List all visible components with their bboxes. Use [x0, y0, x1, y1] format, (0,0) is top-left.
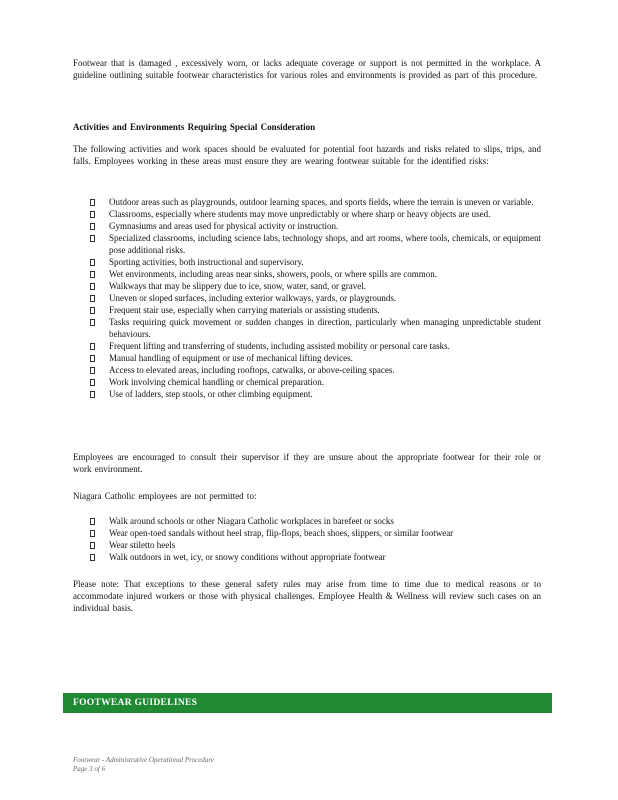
note-block [73, 579, 541, 615]
bullet-icon [90, 379, 95, 386]
activity-item-text: Access to elevated areas, including rooftops, catwalks, or above-ceiling spaces. [109, 364, 395, 375]
activity-item-text: Outdoor areas such as playgrounds, outdoor learning spaces, and sports fields, where the terrain is uneven or variable. [109, 197, 534, 207]
section-title-bar [63, 693, 552, 713]
activity-item-text: Frequent stair use, especially when carrying materials or assisting students. [109, 304, 380, 315]
activity-item-text: Tasks requiring quick movement or sudden changes in direction, particularly when managing unpredictable student behaviours. [109, 316, 541, 339]
bullet-icon [90, 391, 95, 398]
not-permitted-item [73, 528, 541, 540]
activity-item [73, 377, 541, 389]
activity-item [73, 317, 541, 341]
bullet-icon [90, 235, 95, 242]
bullet-icon [90, 271, 95, 278]
bullet-icon [90, 295, 95, 302]
not-permitted-intro: Niagara Catholic employees are not permitted to: [73, 491, 257, 501]
activity-item [73, 353, 541, 365]
bullet-icon [90, 223, 95, 230]
not-permitted-item [73, 516, 541, 528]
activity-item [73, 365, 541, 377]
footer-page-number: Page 3 of 6 [73, 765, 106, 774]
activity-item [73, 305, 541, 317]
section-intro: The following activities and work spaces should be evaluated for potential foot hazards and risks related to slips, trips, and falls. Employees working in these areas must ensure they are wearing footwear suitable for the identified risks: [73, 143, 541, 166]
activities-list [73, 197, 541, 400]
activity-item [73, 389, 541, 401]
footer-document-title: Footwear - Administrative Operational Procedure [73, 756, 214, 764]
activities-list-block [73, 197, 541, 400]
bullet-icon [90, 307, 95, 314]
not-permitted-list-block [73, 516, 541, 564]
activity-item [73, 233, 541, 257]
bullet-icon [90, 259, 95, 266]
bullet-icon [90, 343, 95, 350]
activity-item [73, 209, 541, 221]
intro-block [73, 58, 541, 82]
bullet-icon [90, 283, 95, 290]
activity-item-text: Walkways that may be slippery due to ice, snow, water, sand, or gravel. [109, 280, 367, 291]
activity-item [73, 197, 541, 209]
note-paragraph: Please note: That exceptions to these general safety rules may arise from time to time due to medical reasons or to accommodate injured workers or those with physical challenges. Employee Health & Wellness will review such cases on an individual basis. [73, 579, 541, 613]
bullet-icon [90, 518, 95, 525]
bullet-icon [90, 542, 95, 549]
activity-item [73, 221, 541, 233]
activity-item-text: Wet environments, including areas near sinks, showers, pools, or where spills are common. [109, 268, 437, 279]
section-title-bar-text: FOOTWEAR GUIDELINES [73, 698, 198, 708]
activity-item-text: Work involving chemical handling or chemical preparation. [109, 376, 324, 387]
bullet-icon [90, 199, 95, 206]
bullet-icon [90, 355, 95, 362]
not-permitted-list [73, 516, 541, 564]
not-permitted-item-text: Walk around schools or other Niagara Catholic workplaces in barefeet or socks [109, 516, 394, 526]
activity-item-text: Frequent lifting and transferring of students, including assisted mobility or personal care tasks. [109, 340, 450, 351]
encourage-paragraph: Employees are encouraged to consult their supervisor if they are unsure about the appropriate footwear for their role or work environment. [73, 452, 541, 474]
activity-item [73, 341, 541, 353]
activity-item [73, 269, 541, 281]
encourage-block [73, 452, 541, 476]
not-permitted-item [73, 552, 541, 564]
not-permitted-block [73, 491, 541, 503]
activity-item-text: Use of ladders, step stools, or other climbing equipment. [109, 388, 313, 399]
bullet-icon [90, 554, 95, 561]
activity-item-text: Classrooms, especially where students may move unpredictably or where sharp or heavy objects are used. [109, 208, 491, 219]
intro-paragraph: Footwear that is damaged , excessively worn, or lacks adequate coverage or support is not permitted in the workplace. A guideline outlining suitable footwear characteristics for various roles and environments is provided as part of this procedure. [73, 58, 541, 80]
not-permitted-item-text: Walk outdoors in wet, icy, or snowy conditions without appropriate footwear [109, 551, 386, 562]
activities-section [73, 122, 541, 168]
bullet-icon [90, 319, 95, 326]
not-permitted-item [73, 540, 541, 552]
page-footer [73, 756, 214, 775]
not-permitted-item-text: Wear stiletto heels [109, 539, 176, 550]
section-heading: Activities and Environments Requiring Special Consideration [73, 122, 316, 132]
bullet-icon [90, 530, 95, 537]
activity-item [73, 257, 541, 269]
bullet-icon [90, 211, 95, 218]
activity-item [73, 293, 541, 305]
activity-item-text: Manual handling of equipment or use of mechanical lifting devices. [109, 352, 353, 363]
not-permitted-item-text: Wear open-toed sandals without heel strap, flip-flops, beach shoes, slippers, or similar footwear [109, 527, 454, 538]
activity-item [73, 281, 541, 293]
activity-item-text: Specialized classrooms, including science labs, technology shops, and art rooms, where tools, chemicals, or equipment pose additional risks. [109, 232, 541, 255]
activity-item-text: Gymnasiums and areas used for physical activity or instruction. [109, 220, 339, 231]
bullet-icon [90, 367, 95, 374]
activity-item-text: Uneven or sloped surfaces, including exterior walkways, yards, or playgrounds. [109, 292, 397, 303]
activity-item-text: Sporting activities, both instructional and supervisory. [109, 256, 304, 267]
